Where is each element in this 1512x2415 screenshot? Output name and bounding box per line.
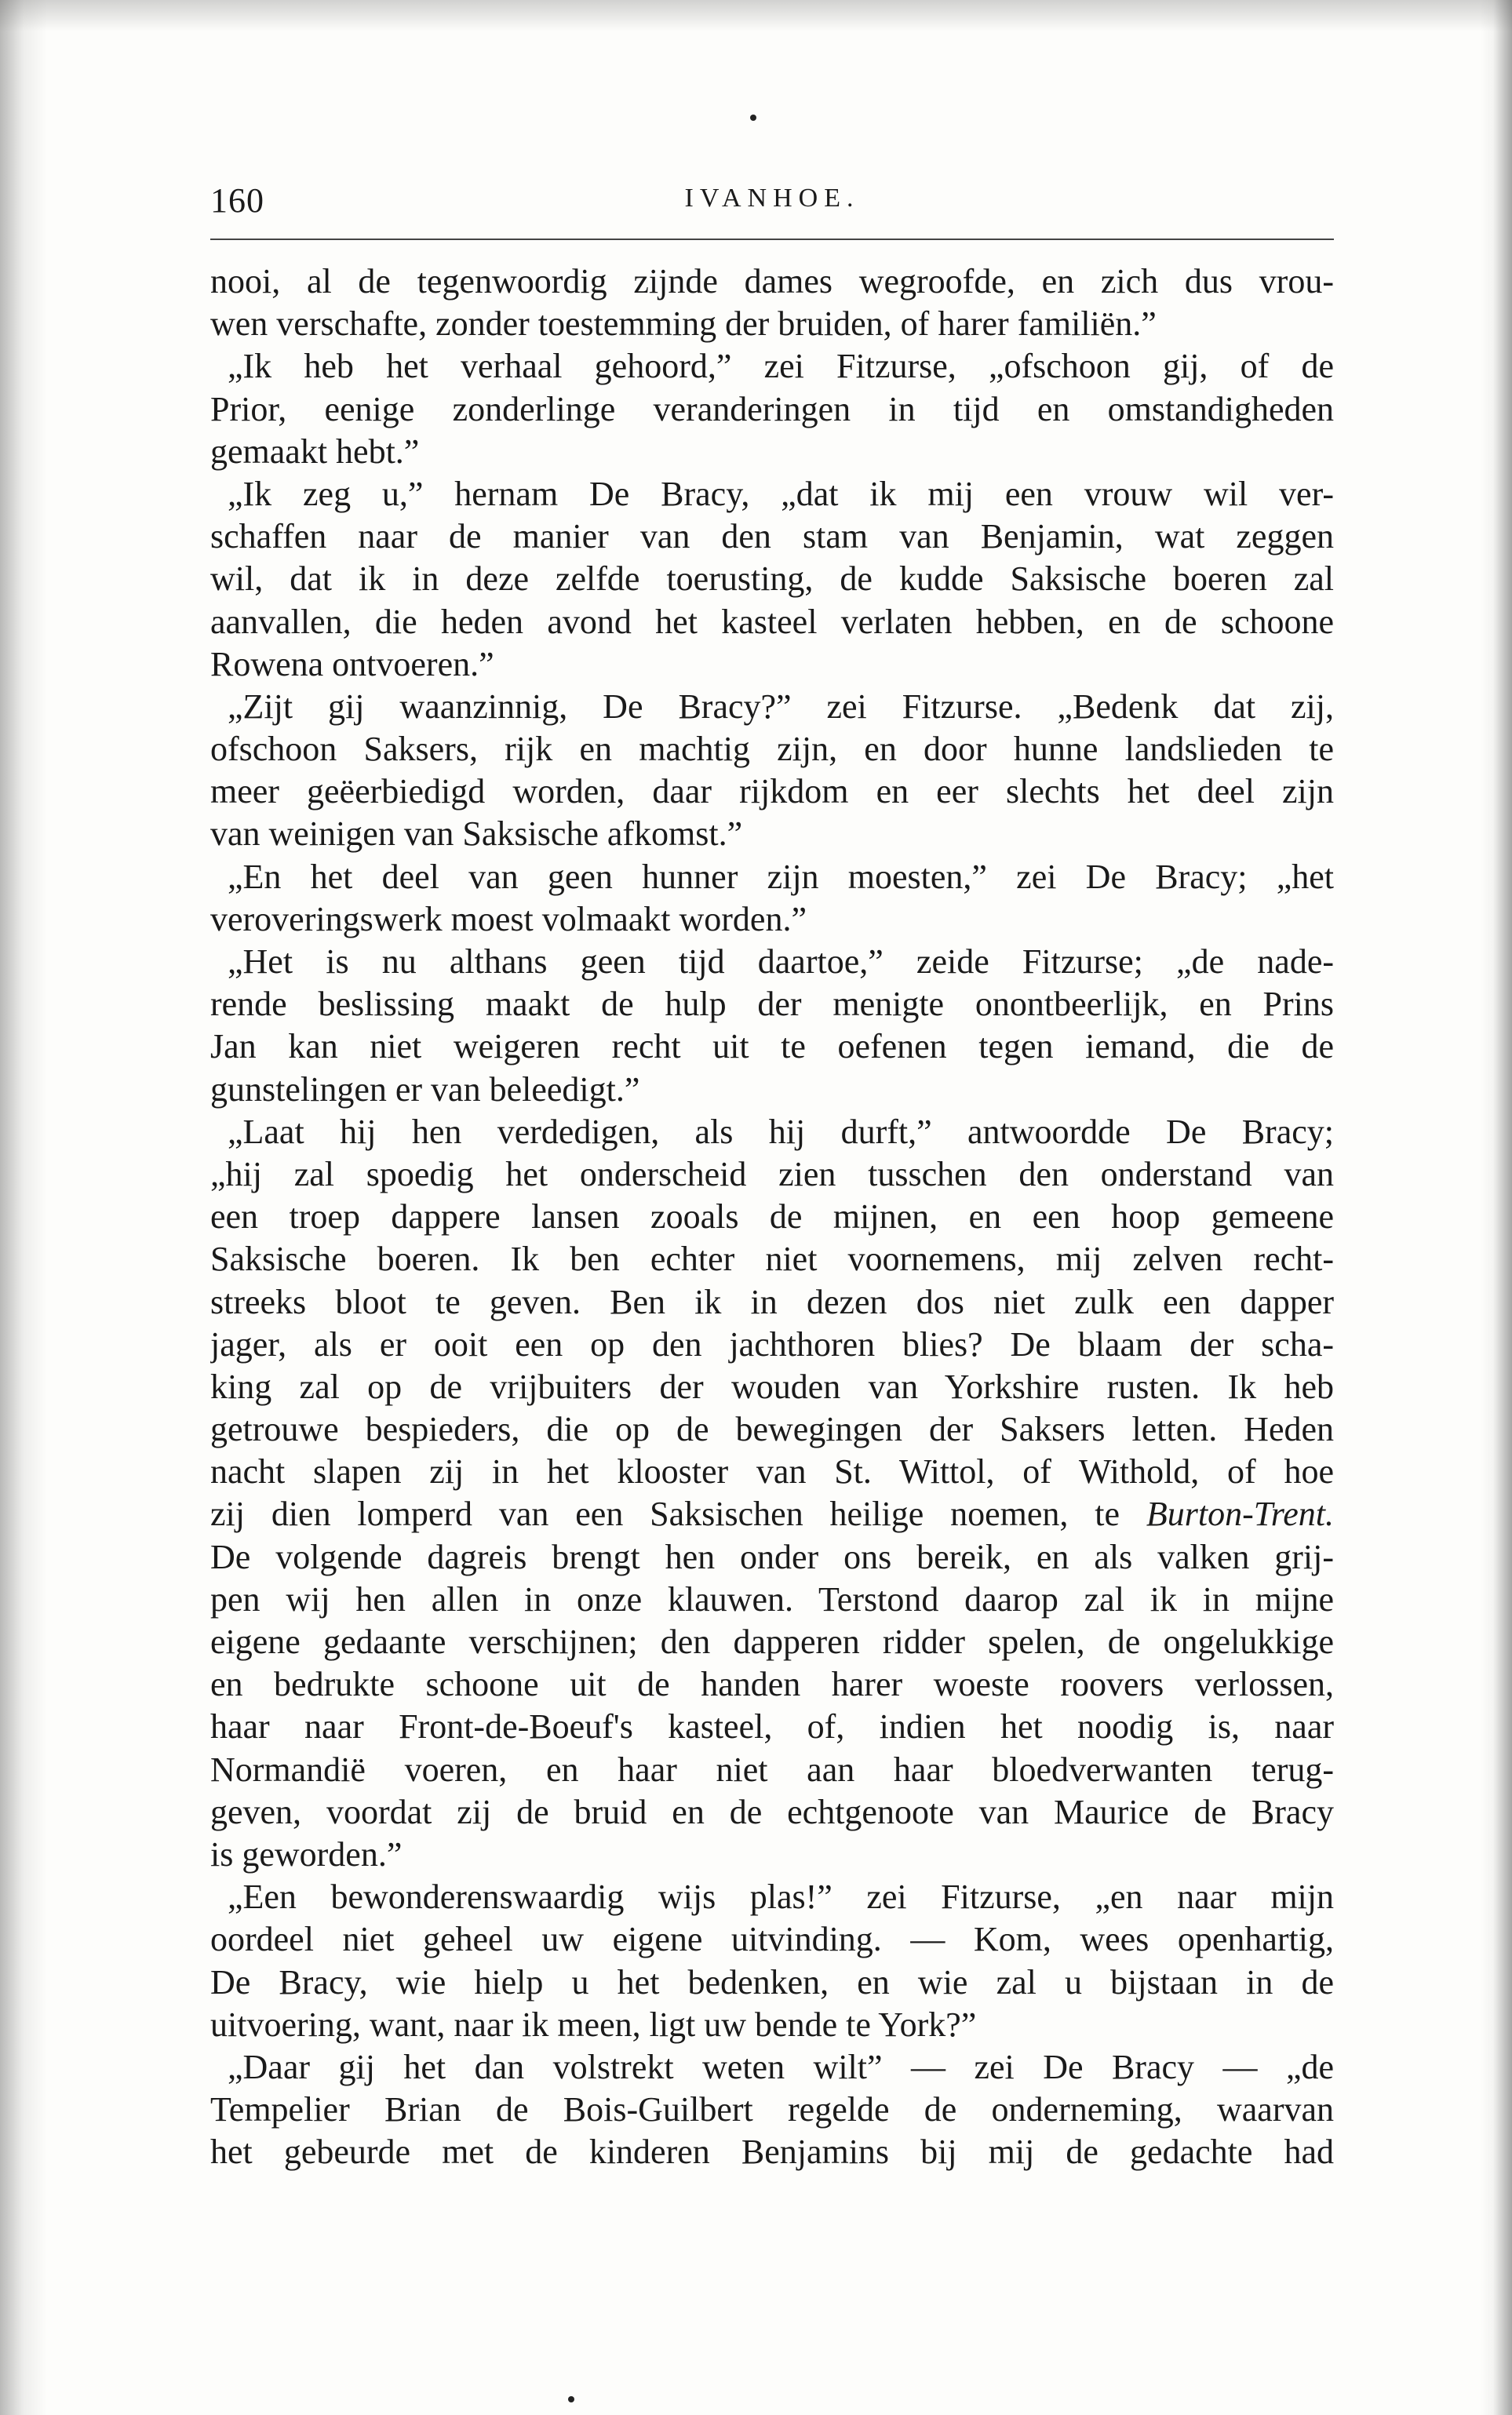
italic-place-name: Burton-Trent. — [1146, 1495, 1334, 1534]
text-line-content: king zal op de vrijbuiters der wouden van Yorkshire rusten. Ik heb — [210, 1367, 1334, 1406]
running-title: IVANHOE. — [684, 184, 860, 213]
text-line — [210, 643, 1334, 686]
text-line — [210, 2004, 1334, 2046]
text-line-content: „Laat hij hen verdedigen, als hij durft,” antwoordde De Bracy; — [228, 1112, 1334, 1151]
text-line-content: wen verschafte, zonder toestemming der bruiden, of harer familiën.” — [210, 304, 1157, 344]
text-line-content: nooi, al de tegenwoordig zijnde dames wegroofde, en zich dus vrou- — [210, 262, 1334, 301]
text-line — [210, 1069, 1334, 1111]
text-line — [210, 388, 1334, 431]
text-line-content: uitvoering, want, naar ik meen, ligt uw bende te York?” — [210, 2005, 977, 2044]
text-line-content: een troep dappere lansen zooals de mijnen, en een hoop gemeene — [210, 1197, 1334, 1237]
scan-shadow-left — [0, 0, 47, 2415]
text-line — [210, 1663, 1334, 1706]
text-line-content: „Zijt gij waanzinnig, De Bracy?” zei Fitzurse. „Bedenk dat zij, — [228, 687, 1334, 726]
text-line-content: Prior, eenige zonderlinge veranderingen in tijd en omstandigheden — [210, 389, 1334, 428]
text-line-content: Saksische boeren. Ik ben echter niet voornemens, mij zelven recht- — [210, 1240, 1334, 1279]
text-line-content: wil, dat ik in deze zelfde toerusting, de kudde Saksische boeren zal — [210, 559, 1334, 599]
text-line-content: gunstelingen er van beleedigt.” — [210, 1069, 640, 1109]
text-line-content: „Ik heb het verhaal gehoord,” zei Fitzurse, „ofschoon gij, of de — [228, 347, 1334, 386]
text-line — [210, 1876, 1334, 1918]
text-line-content: jager, als er ooit een op den jachthoren blies? De blaam der scha- — [210, 1324, 1334, 1364]
text-line — [210, 1025, 1334, 1068]
ink-speck — [568, 2396, 574, 2402]
text-line-content: gemaakt hebt.” — [210, 432, 420, 471]
text-line — [210, 941, 1334, 983]
body-text — [210, 260, 1334, 2173]
text-line — [210, 1493, 1334, 1535]
text-line — [210, 770, 1334, 813]
text-line — [210, 1238, 1334, 1280]
text-line-content: het gebeurde met de kinderen Benjamins bij mij de gedachte had — [210, 2133, 1334, 2172]
text-line — [210, 1834, 1334, 1876]
text-line — [210, 1153, 1334, 1196]
text-line — [210, 1706, 1334, 1748]
text-line — [210, 473, 1334, 515]
text-line-content: De volgende dagreis brengt hen onder ons bereik, en als valken grij- — [210, 1537, 1334, 1576]
text-line — [210, 1451, 1334, 1493]
text-line-content: „Het is nu althans geen tijd daartoe,” zeide Fitzurse; „de nade- — [228, 942, 1334, 981]
text-line-content: oordeel niet geheel uw eigene uitvinding. — Kom, wees openhartig, — [210, 1920, 1334, 1959]
text-line-content: en bedrukte schoone uit de handen harer woeste roovers verlossen, — [210, 1665, 1334, 1704]
text-line — [210, 686, 1334, 728]
text-line-content: getrouwe bespieders, die op de bewegingen der Saksers letten. Heden — [210, 1410, 1334, 1449]
text-line-content: „En het deel van geen hunner zijn moesten,” zei De Bracy; „het — [228, 857, 1334, 896]
text-line — [210, 2131, 1334, 2173]
text-line-content: ofschoon Saksers, rijk en machtig zijn, en door hunne landslieden te — [210, 730, 1334, 769]
text-line — [210, 1324, 1334, 1366]
text-line — [210, 1621, 1334, 1663]
text-line — [210, 1749, 1334, 1791]
text-line — [210, 813, 1334, 855]
text-line-content: eigene gedaante verschijnen; den dapperen ridder spelen, de ongelukkige — [210, 1623, 1334, 1661]
text-line — [210, 1196, 1334, 1238]
text-line — [210, 2046, 1334, 2089]
text-line — [210, 1408, 1334, 1451]
text-line — [210, 1918, 1334, 1961]
text-line-content: Jan kan niet weigeren recht uit te oefenen tegen iemand, die de — [210, 1027, 1334, 1066]
text-line-content: veroveringswerk moest volmaakt worden.” — [210, 899, 807, 938]
text-line-content: nacht slapen zij in het klooster van St. Wittol, of Withold, of hoe — [210, 1452, 1334, 1492]
text-line-content: aanvallen, die heden avond het kasteel verlaten hebben, en de schoone — [210, 602, 1334, 641]
text-line-content: „hij zal spoedig het onderscheid zien tusschen den onderstand van — [210, 1154, 1334, 1193]
text-line — [210, 1111, 1334, 1153]
page-header — [210, 180, 1334, 228]
text-line — [210, 601, 1334, 643]
text-line-content: van weinigen van Saksische afkomst.” — [210, 814, 743, 854]
text-line — [210, 1536, 1334, 1579]
text-line — [210, 1281, 1334, 1324]
text-line-content: rende beslissing maakt de hulp der menigte onontbeerlijk, en Prins — [210, 985, 1334, 1024]
scan-shadow-top — [0, 0, 1512, 31]
text-line — [210, 728, 1334, 770]
text-line-content: haar naar Front-de-Boeuf's kasteel, of, indien het noodig is, naar — [210, 1707, 1334, 1747]
text-line — [210, 1962, 1334, 2004]
scan-shadow-right — [1481, 0, 1512, 2415]
text-line-content: „Ik zeg u,” hernam De Bracy, „dat ik mij een vrouw wil ver- — [228, 474, 1334, 513]
text-line — [210, 983, 1334, 1025]
text-line-content: Rowena ontvoeren.” — [210, 644, 494, 683]
text-line — [210, 856, 1334, 898]
text-line-content: is geworden.” — [210, 1834, 403, 1874]
text-line — [210, 431, 1334, 473]
text-line — [210, 1366, 1334, 1408]
text-line — [210, 515, 1334, 558]
text-line-content: Tempelier Brian de Bois-Guilbert regelde de onderneming, waarvan — [210, 2090, 1334, 2129]
header-rule — [210, 239, 1334, 240]
text-line-content: De Bracy, wie hielp u het bedenken, en wie zal u bijstaan in de — [210, 1962, 1334, 2002]
text-line — [210, 345, 1334, 388]
text-line-content: geven, voordat zij de bruid en de echtgenoote van Maurice de Bracy — [210, 1792, 1334, 1831]
text-line — [210, 1791, 1334, 1834]
text-line-content: „Een bewonderenswaardig wijs plas!” zei Fitzurse, „en naar mijn — [228, 1878, 1334, 1917]
text-line-content: meer geëerbiedigd worden, daar rijkdom en eer slechts het deel zijn — [210, 772, 1334, 811]
text-line — [210, 1579, 1334, 1621]
text-line-content: „Daar gij het dan volstrekt weten wilt” — zei De Bracy — „de — [228, 2047, 1334, 2086]
text-line — [210, 2089, 1334, 2131]
ink-speck — [750, 115, 756, 121]
text-line — [210, 260, 1334, 303]
text-line-content: pen wij hen allen in onze klauwen. Terstond daarop zal ik in mijne — [210, 1579, 1334, 1619]
text-line — [210, 898, 1334, 941]
text-line-content: streeks bloot te geven. Ben ik in dezen dos niet zulk een dapper — [210, 1282, 1334, 1321]
text-line — [210, 558, 1334, 600]
text-line-content: Normandië voeren, en haar niet aan haar bloedverwanten terug- — [210, 1750, 1334, 1789]
page-number: 160 — [210, 181, 264, 220]
text-line-content: schaffen naar de manier van den stam van Benjamin, wat zeggen — [210, 517, 1334, 556]
text-line — [210, 303, 1334, 345]
text-line-content: zij dien lomperd van een Saksischen heilige noemen, te — [210, 1495, 1120, 1534]
